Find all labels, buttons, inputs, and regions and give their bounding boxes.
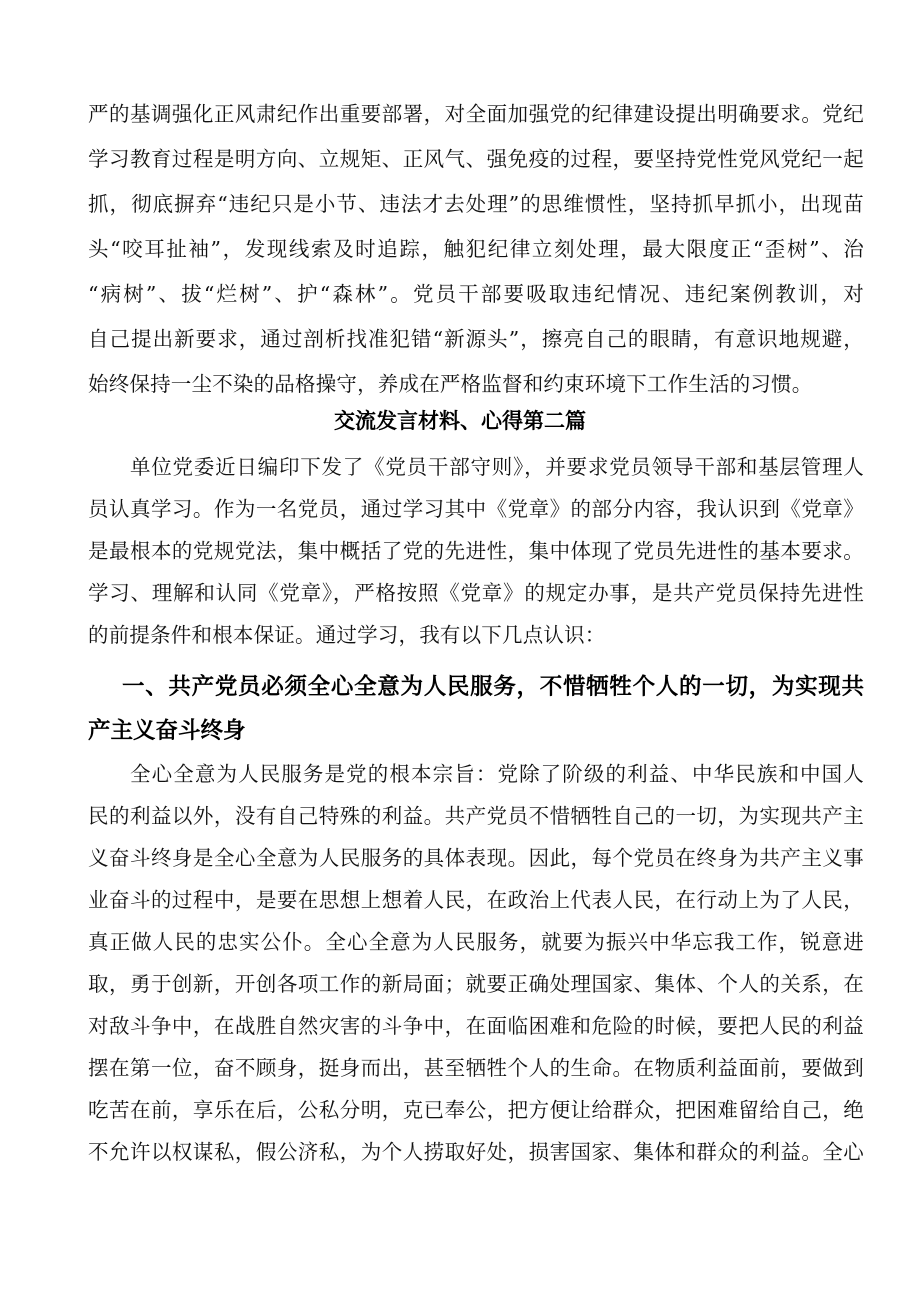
text-line: 自己提出新要求，通过剖析找准犯错“新源头”，擦亮自己的眼睛，有意识地规避， xyxy=(88,327,864,351)
text-line: 全心全意为人民服务是党的根本宗旨：党除了阶级的利益、中华民族和中国人 xyxy=(130,762,864,786)
text-line: 头“咬耳扯袖”，发现线索及时追踪，触犯纪律立刻处理，最大限度正“歪树”、治 xyxy=(88,237,864,261)
text-line: “病树”、拔“烂树”、护“森林”。党员干部要吸取违纪情况、违纪案例教训，对 xyxy=(88,282,864,306)
subheading-line: 产主义奋斗终身 xyxy=(88,718,246,744)
text-line: 摆在第一位，奋不顾身，挺身而出，甚至牺牲个人的生命。在物质利益面前，要做到 xyxy=(88,1056,864,1080)
text-line: 学习教育过程是明方向、立规矩、正风气、强免疫的过程，要坚持党性党风党纪一起 xyxy=(88,147,864,171)
text-line: 始终保持一尘不染的品格操守，养成在严格监督和约束环境下工作生活的习惯。 xyxy=(88,372,813,396)
text-line: 不允许以权谋私，假公济私，为个人捞取好处，损害国家、集体和群众的利益。全心 xyxy=(88,1140,864,1164)
text-line: 业奋斗的过程中，是要在思想上想着人民，在政治上代表人民，在行动上为了人民， xyxy=(88,888,864,912)
subheading-line: 一、共产党员必须全心全意为人民服务，不惜牺牲个人的一切，为实现共 xyxy=(122,674,864,700)
text-line: 民的利益以外，没有自己特殊的利益。共产党员不惜牺牲自己的一切，为实现共产主 xyxy=(88,804,864,828)
text-line: 员认真学习。作为一名党员，通过学习其中《党章》的部分内容，我认识到《党章》 xyxy=(88,497,864,521)
text-line: 学习、理解和认同《党章》，严格按照《党章》的规定办事，是共产党员保持先进性 xyxy=(88,581,864,605)
text-line: 严的基调强化正风肃纪作出重要部署，对全面加强党的纪律建设提出明确要求。党纪 xyxy=(88,102,864,126)
text-line: 吃苦在前，享乐在后，公私分明，克已奉公，把方便让给群众，把困难留给自己，绝 xyxy=(88,1098,864,1122)
text-line: 取，勇于创新，开创各项工作的新局面；就要正确处理国家、集体、个人的关系，在 xyxy=(88,972,864,996)
text-line: 是最根本的党规党法，集中概括了党的先进性，集中体现了党员先进性的基本要求。 xyxy=(88,539,864,563)
text-line: 抓，彻底摒弃“违纪只是小节、违法才去处理”的思维惯性，坚持抓早抓小，出现苗 xyxy=(88,192,864,216)
text-line: 义奋斗终身是全心全意为人民服务的具体表现。因此，每个党员在终身为共产主义事 xyxy=(88,846,864,870)
text-line: 单位党委近日编印下发了《党员干部守则》，并要求党员领导干部和基层管理人 xyxy=(130,455,864,479)
section-title: 交流发言材料、心得第二篇 xyxy=(334,409,586,433)
text-line: 真正做人民的忠实公仆。全心全意为人民服务，就要为振兴中华忘我工作，锐意进 xyxy=(88,930,864,954)
text-line: 的前提条件和根本保证。通过学习，我有以下几点认识： xyxy=(88,623,606,647)
text-line: 对敌斗争中，在战胜自然灾害的斗争中，在面临困难和危险的时候，要把人民的利益 xyxy=(88,1014,864,1038)
